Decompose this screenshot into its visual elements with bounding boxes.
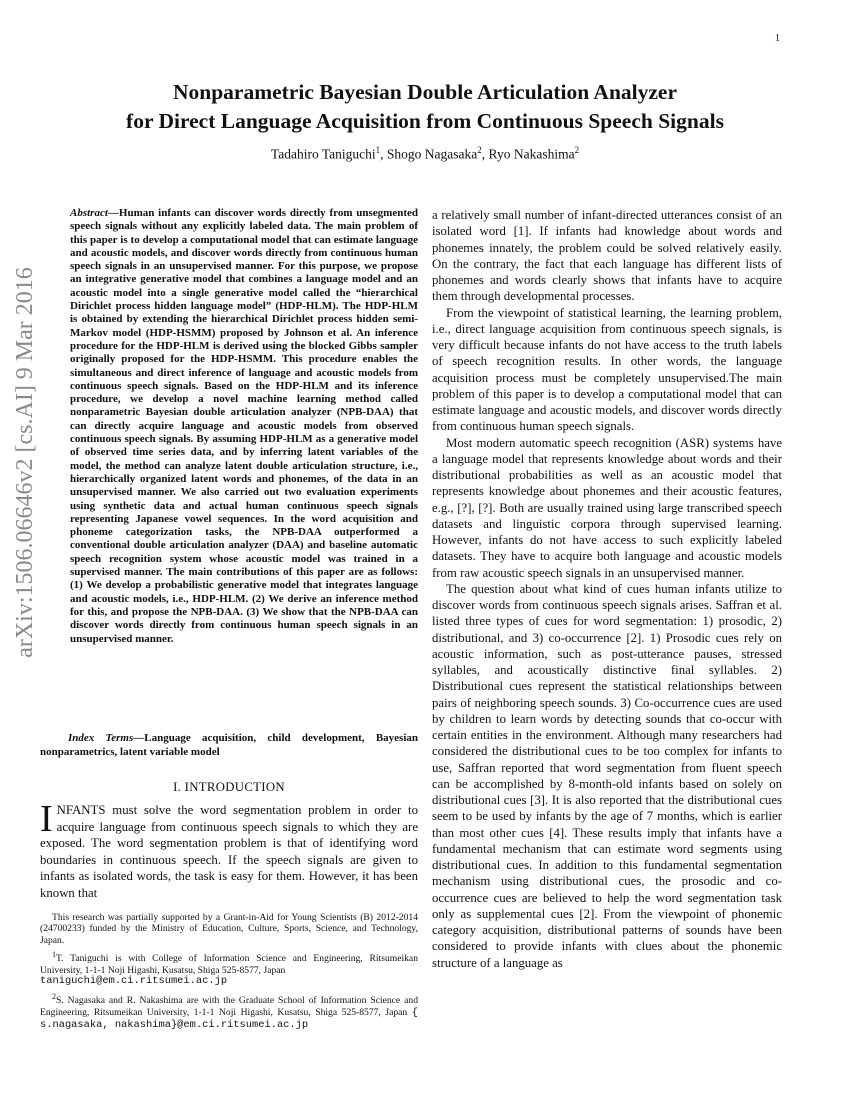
footnote-funding xyxy=(40,912,418,946)
abstract-label: Abstract xyxy=(70,207,108,219)
footnote-mark: 2 xyxy=(52,992,56,1001)
arxiv-id: arXiv:1506.06646v2 [cs.AI] 9 Mar 2016 xyxy=(11,266,38,658)
footnote-2 xyxy=(40,991,418,1031)
title-line-2: for Direct Language Acquisition from Continuous Speech Signals xyxy=(126,109,724,133)
intro-text: must solve the word segmentation problem in order to acquire language from continuous speech signals to which they are exposed. The word segmentation problem is that of identifying word boundaries in continuous speech. If the speech signals are given to infants as isolated words, the task is easy for them. However, it has been known that xyxy=(40,803,418,900)
author-name: Shogo Nagasaka xyxy=(386,146,478,162)
index-terms-text: —Language acquisition, child development, Bayesian nonparametrics, latent variable model xyxy=(40,732,418,758)
page-number: 1 xyxy=(775,33,780,44)
author-name: Ryo Nakashima xyxy=(488,146,575,162)
body-paragraph: The question about what kind of cues human infants utilize to discover words from continuous speech signals arises. Saffran et al. listed three types of cues for word segmentation: 1) prosodic, 2) distributional, and 3) co-occurrence [2]. 1) Prosodic cues rely on acoustic information, such as post-utterance pauses, stressed syllables, and acoustically distinctive final syllables. 2) Distributional cues represent the statistical relationships between pairs of neighboring speech sounds. 3) Co-occurrence cues are used by children to learn words by detecting sounds that co-occur with certain entities in the environment. Although many researchers had considered the distributional cues to be too complex for infants to use, Saffran reported that word segmentation from fluent speech can be accomplished by 8-month-old infants based on solely on distributional cues [3]. It is also reported that the distributional cues seem to be used by infants by the age of 7 months, which is earlier than most other cues [4]. These results imply that infants have a fundamental mechanism that can estimate word segments using distributional cues. In addition to this fundamental segmentation mechanism using distributional cues, the prosodic and co-occurrence cues are believed to help the word segmentation task only as supplemental cues [2]. From the viewpoint of phonemic category acquisition, distributional patterns of sounds have been considered to provide infants with clues about the phonemic structure of a language as xyxy=(432,581,782,970)
intro-smallcaps: NFANTS xyxy=(56,803,106,817)
email-link[interactable]: { s.nagasaka, nakashima}@em.ci.ritsumei.ac.jp xyxy=(40,1006,418,1031)
author-name: Tadahiro Taniguchi xyxy=(270,146,376,162)
right-column xyxy=(432,207,782,971)
abstract-text: —Human infants can discover words directly from unsegmented speech signals without any explicitly labeled data. The main problem of this paper is to develop a computational model that can estimate language and acoustic models, and discover words directly from continuous human speech signals in an unsupervised manner. For this purpose, we propose an integrative generative model that combines a language model and an acoustic model into a single generative model called the “hierarchical Dirichlet process hidden language model” (HDP-HLM). The HDP-HLM is obtained by extending the hierarchical Dirichlet process hidden semi-Markov model (HDP-HSMM) proposed by Johnson et al. An inference procedure for the HDP-HLM is derived using the blocked Gibbs sampler originally proposed for the HDP-HSMM. This procedure enables the simultaneous and direct inference of language and acoustic models from continuous speech signals. Based on the HDP-HLM and its inference procedure, we develop a novel machine learning method called nonparametric Bayesian double articulation analyzer (NPB-DAA) that can directly acquire language and acoustic models from observed continuous speech signals. By assuming HDP-HLM as a generative model of observed time series data, and by inferring latent variables of the model, the method can analyze latent double articulation structure, i.e., hierarchically organized latent words and phonemes, of the data in an unsupervised manner. We also carried out two evaluation experiments using synthetic data and actual human continuous speech signals representing Japanese vowel sequences. In the word acquisition and phoneme categorization tasks, the NPB-DAA outperformed a conventional double articulation analyzer (DAA) and baseline automatic speech recognition system whose acoustic model was trained in a supervised manner. The main contributions of this paper are as follows: (1) We develop a probabilistic generative model that integrates language and acoustic models, i.e., HDP-HLM. (2) We derive an inference method for this, and propose the NPB-DAA. (3) We show that the NPB-DAA can discover words directly from continuous human speech signals in an unsupervised manner. xyxy=(70,207,418,645)
affiliation-mark: 2 xyxy=(574,145,580,155)
author-list xyxy=(40,145,810,163)
intro-paragraph xyxy=(40,798,418,901)
footnote-1-text: T. Taniguchi is with College of Information Science and Engineering, Ritsumeikan University, 1-1-1 Noji Higashi, Kusatsu, Shiga 525-8577, Japan xyxy=(40,953,418,976)
footnote-1 xyxy=(40,949,418,987)
index-terms-label: Index Terms xyxy=(68,732,134,744)
body-paragraph: From the viewpoint of statistical learning, the learning problem, i.e., direct language acquisition from continuous speech signals, is very difficult because infants do not have access to the truth labels of speech recognition results. In other words, the language acquisition process must be completely unsupervised.The main problem of this paper is to develop a computational model that can estimate language and acoustic models, and discover words directly from continuous human speech signals. xyxy=(432,305,782,434)
body-paragraph: Most modern automatic speech recognition (ASR) systems have a language model that represents knowledge about words and their distributional probabilities as well as an acoustic model that represents knowledge about phonemes and their acoustic features, e.g., [?], [?]. Both are usually trained using large transcribed speech datasets and linguistic corpora through supervised learning. However, infants do not have access to such explicitly labeled datasets. They have to acquire both language and acoustic models from raw acoustic speech signals in an unsupervised manner. xyxy=(432,435,782,580)
abstract xyxy=(70,207,418,646)
footnote-2-text: S. Nagasaka and R. Nakashima are with the Graduate School of Information Science and Engineering, Ritsumeikan University, 1-1-1 Noji Higashi, Kusatsu, Shiga 525-8577, Japan xyxy=(40,995,418,1018)
author-separator: , xyxy=(380,146,387,162)
author-separator: , xyxy=(481,146,489,162)
index-terms xyxy=(40,731,418,759)
footnote-mark: 1 xyxy=(52,950,56,959)
paper-title xyxy=(40,78,810,136)
body-paragraph: a relatively small number of infant-directed utterances consist of an isolated word [1]. If infants had knowledge about words and phonemes innately, the problem could be solved relatively easily. On the contrary, the fact that each language has different lists of phonemes and words clearly shows that infants have to acquire them through developmental processes. xyxy=(432,208,782,304)
section-heading: I. INTRODUCTION xyxy=(173,780,285,794)
email-link[interactable]: taniguchi@em.ci.ritsumei.ac.jp xyxy=(40,975,228,987)
drop-cap: I xyxy=(40,798,53,840)
affiliation-mark: 1 xyxy=(375,145,381,155)
affiliation-mark: 2 xyxy=(477,145,482,155)
footnote-funding-text: This research was partially supported by a Grant-in-Aid for Young Scientists (B) 2012-2014 (24700233) funded by the Ministry of Education, Culture, Sports, Science, and Technology, Japan. xyxy=(40,912,418,946)
arxiv-stamp xyxy=(2,252,48,672)
title-line-1: Nonparametric Bayesian Double Articulation Analyzer xyxy=(172,80,678,104)
